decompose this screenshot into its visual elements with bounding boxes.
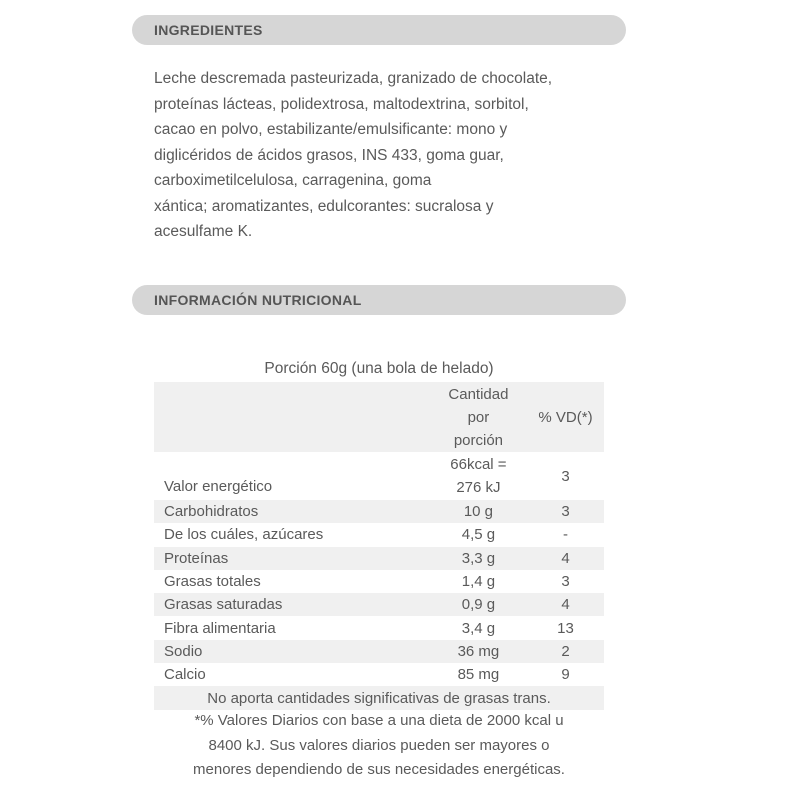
table-row <box>154 500 604 523</box>
table-row <box>154 570 604 593</box>
table-row <box>154 593 604 616</box>
header-vd: % VD(*) <box>538 408 593 426</box>
ingredients-line: proteínas lácteas, polidextrosa, maltodextrina, sorbitol, <box>154 95 529 113</box>
ingredients-line: acesulfame K. <box>154 223 253 240</box>
table-row <box>154 547 604 570</box>
energy-amount <box>430 452 527 500</box>
header-amount-line: por <box>467 408 490 426</box>
row-vd: 4 <box>561 596 570 614</box>
row-vd: 9 <box>561 666 570 684</box>
energy-name: Valor energético <box>164 478 273 495</box>
row-name: Fibra alimentaria <box>164 619 276 637</box>
row-vd: 3 <box>561 573 570 591</box>
table-header-row <box>154 382 604 452</box>
ingredients-line: xántica; aromatizantes, edulcorantes: sucralosa y <box>154 197 494 215</box>
nutrition-header <box>132 285 626 315</box>
row-name: Calcio <box>164 666 206 684</box>
row-vd: 13 <box>557 619 574 637</box>
nutrition-title: INFORMACIÓN NUTRICIONAL <box>154 292 362 308</box>
ingredients-line: Leche descremada pasteurizada, granizado de chocolate, <box>154 70 553 87</box>
table-row <box>154 640 604 663</box>
ingredients-text <box>154 66 624 245</box>
footnote-line: *% Valores Diarios con base a una dieta de 2000 kcal u <box>194 712 564 729</box>
row-vd: 3 <box>561 503 570 521</box>
row-amount: 3,4 g <box>461 619 496 637</box>
header-amount-line: Cantidad <box>448 385 509 403</box>
row-amount: 10 g <box>463 503 494 521</box>
row-name: Grasas saturadas <box>164 596 283 614</box>
header-amount-line: porción <box>453 431 504 449</box>
energy-vd: 3 <box>561 467 570 485</box>
row-vd: 2 <box>561 642 570 660</box>
ingredients-title: INGREDIENTES <box>154 22 263 38</box>
row-name: Sodio <box>164 642 203 660</box>
table-row <box>154 663 604 686</box>
energy-amount-line: 276 kJ <box>456 479 501 496</box>
vd-footnote <box>154 709 604 783</box>
row-name: Proteínas <box>164 549 229 567</box>
row-amount: 85 mg <box>457 666 500 684</box>
row-name: De los cuáles, azúcares <box>164 526 324 544</box>
portion-label: Porción 60g (una bola de helado) <box>264 360 494 377</box>
trans-note: No aporta cantidades significativas de grasas trans. <box>207 689 551 707</box>
row-amount: 4,5 g <box>461 526 496 544</box>
header-amount <box>430 382 527 452</box>
footnote-line: menores dependiendo de sus necesidades energéticas. <box>193 761 565 778</box>
nutrition-table <box>154 382 604 710</box>
table-row <box>154 523 604 546</box>
row-amount: 36 mg <box>457 642 500 660</box>
row-amount: 3,3 g <box>461 549 496 567</box>
table-row <box>154 616 604 639</box>
footnote-line: 8400 kJ. Sus valores diarios pueden ser mayores o <box>208 736 550 754</box>
ingredients-line: diglicéridos de ácidos grasos, INS 433, goma guar, <box>154 146 504 164</box>
trans-note-row <box>154 686 604 710</box>
ingredients-header <box>132 15 626 45</box>
table-row <box>154 452 604 500</box>
ingredients-line: cacao en polvo, estabilizante/emulsificante: mono y <box>154 121 508 138</box>
row-vd: 4 <box>561 549 570 567</box>
row-amount: 1,4 g <box>461 573 496 591</box>
row-name: Grasas totales <box>164 573 261 591</box>
row-vd: - <box>563 526 569 544</box>
header-blank <box>154 382 430 452</box>
energy-amount-line: 66kcal = <box>450 456 507 473</box>
row-name: Carbohidratos <box>164 503 259 521</box>
row-amount: 0,9 g <box>461 596 496 614</box>
ingredients-line: carboximetilcelulosa, carragenina, goma <box>154 172 432 189</box>
